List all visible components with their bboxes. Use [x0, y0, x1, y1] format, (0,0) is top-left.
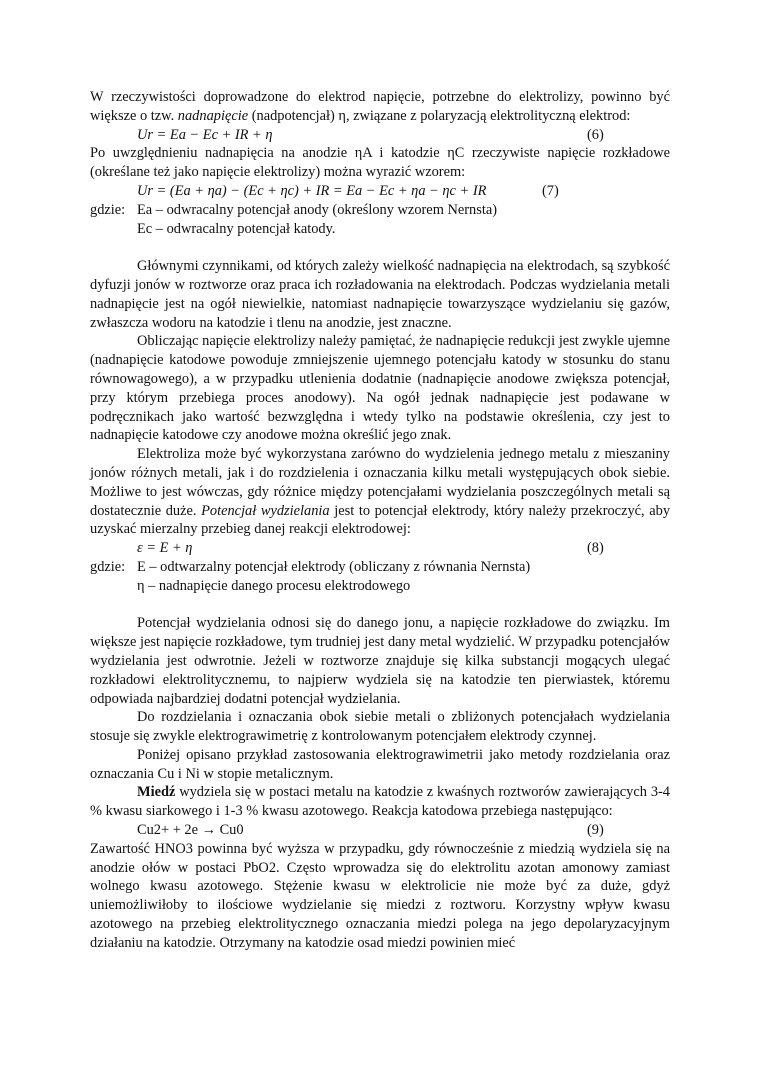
definition: η – nadnapięcie danego procesu elektrodowego [137, 577, 411, 594]
paragraph: Głównymi czynnikami, od których zależy wielkość nadnapięcia na elektrodach, są szybkość dyfuzji jonów w roztworze oraz praca ich rozładowania na elektrodach. Podczas wydzielania metali nadnapięcie jest na ogół niewielkie, natomiast nadnapięcie towarzyszące wydzielaniu się gazów, zwłaszcza wodoru na katodzie i tlenu na anodzie, jest znaczne. [90, 258, 670, 331]
text: W rzeczywistości doprowadzone do elektrod napięcie, potrzebne do elektrolizy, powinno być większe o tzw. [90, 89, 670, 124]
text: (nadpotencjał) η, związane z polaryzacją elektrolityczną elektrod: [248, 107, 631, 124]
equation-number: (7) [542, 182, 559, 199]
definition-row [90, 220, 670, 239]
paragraph: Potencjał wydzielania odnosi się do danego jonu, a napięcie rozkładowe do związku. Im większe jest napięcie rozkładowe, tym trudniej jest dany metal wydzielić. W przypadku potencjałów wydzielania jest odwrotnie. Jeżeli w roztworze znajduje się kilka substancji mogących ulegać rozkładowi elektrolitycznemu, to najpierw wydziela się na katodzie ten pierwiastek, któremu odpowiada najbardziej dodatni potencjał wydzielania. [90, 615, 670, 707]
definition-row [90, 577, 670, 596]
equation-8 [90, 539, 670, 558]
equation-9 [90, 821, 670, 840]
document-page [90, 88, 670, 953]
text: wydziela się w postaci metalu na katodzie z kwaśnych roztworów zawierających 3-4 % kwasu siarkowego i 1-3 % kwasu azotowego. Reakcja katodowa przebiega następująco: [90, 784, 670, 820]
equation-number: (8) [587, 540, 604, 557]
paragraph: Zawartość HNO3 powinna być wyższa w przypadku, gdy równocześnie z miedzią wydziela się na anodzie ołów w postaci PbO2. Często wprowadza się do elektrolitu azotan amonowy zamiast wolnego kwasu azotowego. Stężenie kwasu w elektrolicie nie może być za duże, gdyż uniemożliwiłoby to ilościowe wydzielanie się miedzi z roztworu. Korzystny wpływ kwasu azotowego na przebieg elektrolitycznego oznaczania miedzi polega na jego depolaryzacyjnym działaniu na katodzie. Otrzymany na katodzie osad miedzi powinien mieć [90, 840, 670, 951]
text: jest to potencjał elektrody, który należy przekroczyć, aby uzyskać mierzalny przebieg danej reakcji elektrodowej: [90, 502, 671, 538]
paragraph: Po uwzględnieniu nadnapięcia na anodzie ηA i katodzie ηC rzeczywiste napięcie rozkładowe (określane też jako napięcie elektrolizy) można wyrazić wzorem: [90, 145, 670, 181]
paragraph [90, 783, 670, 821]
emphasis: Potencjał wydzielania [201, 502, 330, 519]
equation-body: ε = E + η [137, 540, 193, 557]
bold-term: Miedź [137, 784, 176, 801]
equation-number: (6) [587, 126, 604, 143]
paragraph: Do rozdzielania i oznaczania obok siebie metali o zbliżonych potencjałach wydzielania stosuje się zwykle elektrograwimetrię z kontrolowanym potencjałem elektrody czynnej. [90, 709, 670, 745]
paragraph [90, 88, 670, 126]
where-label: gdzie: [90, 558, 126, 575]
equation-7 [90, 182, 670, 201]
equation-body: Cu2+ + 2e → Cu0 [137, 822, 244, 839]
definition-row [90, 558, 670, 577]
equation-body: Ur = Ea − Ec + IR + η [137, 126, 273, 143]
equation-number: (9) [587, 822, 604, 839]
emphasis: nadnapięcie [177, 107, 249, 124]
definition: Ea – odwracalny potencjał anody (określony wzorem Nernsta) [137, 201, 498, 218]
paragraph [90, 445, 670, 539]
definition: Ec – odwracalny potencjał katody. [137, 220, 336, 237]
equation-6 [90, 126, 670, 145]
paragraph: Poniżej opisano przykład zastosowania elektrograwimetrii jako metody rozdzielania oraz oznaczania Cu i Ni w stopie metalicznym. [90, 746, 670, 782]
paragraph: Obliczając napięcie elektrolizy należy pamiętać, że nadnapięcie redukcji jest zwykle ujemne (nadnapięcie katodowe powoduje zmniejszenie ujemnego potencjału katody w stosunku do stanu równowagowego), a w przypadku utlenienia dodatnie (nadnapięcie anodowe zwiększa potencjał, przy którym przebiega proces anodowy). Na ogół jednak nadnapięcie jest podawane w podręcznikach jako wartość bezwzględna i wtedy tylko na podstawie określenia, czy jest to nadnapięcie katodowe czy anodowe można określić jego znak. [90, 333, 670, 444]
definition-row [90, 201, 670, 220]
equation-body: Ur = (Ea + ηa) − (Ec + ηc) + IR = Ea − Ec + ηa − ηc + IR [137, 182, 487, 199]
where-label: gdzie: [90, 201, 126, 218]
definition: E – odtwarzalny potencjał elektrody (obliczany z równania Nernsta) [137, 558, 531, 575]
text: Elektroliza może być wykorzystana zarówno do wydzielenia jednego metalu z mieszaniny jonów różnych metali, jak i do rozdzielenia i oznaczania kilku metali występujących obok siebie. Możliwe to jest wówczas, gdy różnice między potencjałami wydzielania poszczególnych metali są dostatecznie duże. [90, 446, 670, 519]
